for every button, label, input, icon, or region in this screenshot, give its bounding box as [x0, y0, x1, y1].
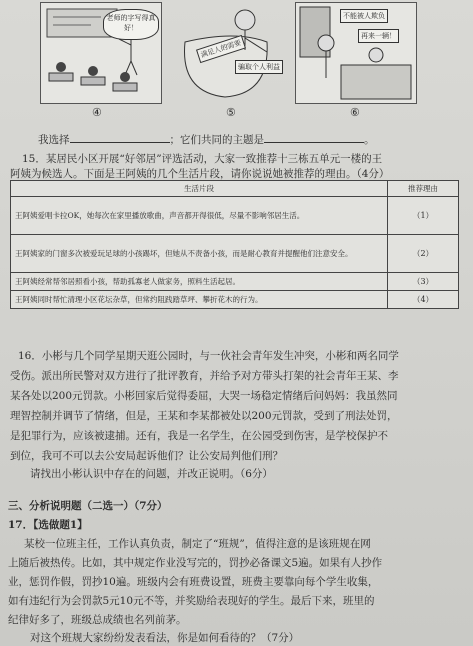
choose-suffix: 。: [364, 134, 375, 146]
header-reason: 推荐理由: [388, 181, 459, 197]
section-3-title: 三、分析说明题（二选一）（7分）: [8, 500, 168, 512]
q17-line: 上随后被热传。比如，其中规定作业没写完的，罚抄必备课文5遍。如果有人抄作: [8, 557, 383, 569]
speech-bubble: 老师的字写得真好！: [103, 9, 159, 40]
cartoon-number-4: ④: [92, 106, 102, 119]
q17-line: 纪律好多了，班级总成绩也名列前茅。: [8, 614, 187, 626]
table-header-row: [11, 181, 459, 197]
q17-line: 业，惩罚作假，罚抄10遍。班级内会有班费设置，班费主要靠向每个学生收集，: [8, 576, 379, 588]
q16-instruction: 请找出小彬认识中存在的问题，并改正说明。（6分）: [30, 468, 273, 480]
q16-line: 理智控制并调节了情绪，但是，王某和李某都被处以200元罚款，受到了刑法处罚，: [10, 410, 398, 422]
cartoon-panel-5: [175, 2, 290, 102]
cartoon-panel-4: [40, 2, 162, 104]
q17-line: 某校一位班主任，工作认真负责，制定了“班规”，值得注意的是该班规在网: [24, 538, 371, 550]
fragment-cell: 王阿姨经常帮邻居照看小孩，帮助孤寡老人做家务，照料生活起居。: [11, 273, 388, 291]
cartoon-panel-6: [295, 2, 417, 104]
q17-question: 对这个班规大家纷纷发表看法，你是如何看待的？（7分）: [30, 632, 300, 644]
reason-cell[interactable]: （2）: [388, 235, 459, 273]
choose-middle: ；它们共同的主题是: [169, 134, 264, 146]
choose-prefix: 我选择: [38, 134, 70, 146]
q16-line: 到位，我可不可以去公安局起诉他们？让公安局判他们刑？: [10, 450, 283, 462]
q16-line: 16．小彬与几个同学星期天逛公园时，与一伙社会青年发生冲突，小彬和两名同学: [18, 350, 399, 362]
choose-blank-1[interactable]: [70, 132, 170, 143]
table-row: [11, 197, 459, 235]
reason-cell[interactable]: （4）: [388, 291, 459, 309]
reason-cell[interactable]: （1）: [388, 197, 459, 235]
choose-blank-2[interactable]: [264, 132, 364, 143]
q16-line: 某各处以200元罚款。小彬回家后觉得委屈，大哭一场稳定情绪后问妈妈：我虽然同: [10, 390, 398, 402]
fragment-cell: 王阿姨同时帮忙清理小区花坛杂草，但常约阻践踏草坪、攀折花木的行为。: [11, 291, 388, 309]
reason-cell[interactable]: （3）: [388, 273, 459, 291]
header-fragments: 生活片段: [11, 181, 388, 197]
q17-line: 如有违纪行为会罚款5元10元不等，并奖励给表现好的学生。最后下来，班里的: [8, 595, 375, 607]
life-fragments-table: [10, 180, 459, 309]
q16-line: 是犯罪行为，应该被逮捕。还有，我是一名学生，在公园受到伤害，是学校保护不: [10, 430, 388, 442]
table-row: [11, 291, 459, 309]
fragment-cell: 王阿姨爱唱卡拉OK，她每次在家里播放歌曲，声音都开得很低，尽量不影响邻居生活。: [11, 197, 388, 235]
bag-label: 满足人的需要: [196, 35, 246, 63]
card-label: 骗取个人利益: [235, 60, 283, 74]
shop-speech: 再来一辆！: [358, 29, 399, 43]
cartoon-number-6: ⑥: [350, 106, 360, 119]
q15-line-2: 阿姨为候选人。下面是王阿姨的几个生活片段，请你说说她被推荐的理由。（4分）: [10, 168, 390, 180]
choose-question: [38, 132, 375, 147]
q15-line-1: 15．某居民小区开展“好邻居”评选活动，大家一致推荐十三栋五单元一楼的王: [22, 153, 383, 165]
cartoon-row: [40, 2, 440, 122]
table-row: [11, 235, 459, 273]
q17-heading: 17．【选做题1】: [8, 519, 88, 531]
fragment-cell: 王阿姨家的门窗多次被爱玩足球的小孩踢坏，但她从不责备小孩，而是耐心教育并提醒他们注意安全。: [11, 235, 388, 273]
table-row: [11, 273, 459, 291]
cartoon-number-5: ⑤: [226, 106, 236, 119]
q16-line: 受伤。派出所民警对双方进行了批评教育，并给予对方带头打架的社会青年王某、李: [10, 370, 399, 382]
shop-sign: 不能被人欺负: [340, 9, 388, 23]
